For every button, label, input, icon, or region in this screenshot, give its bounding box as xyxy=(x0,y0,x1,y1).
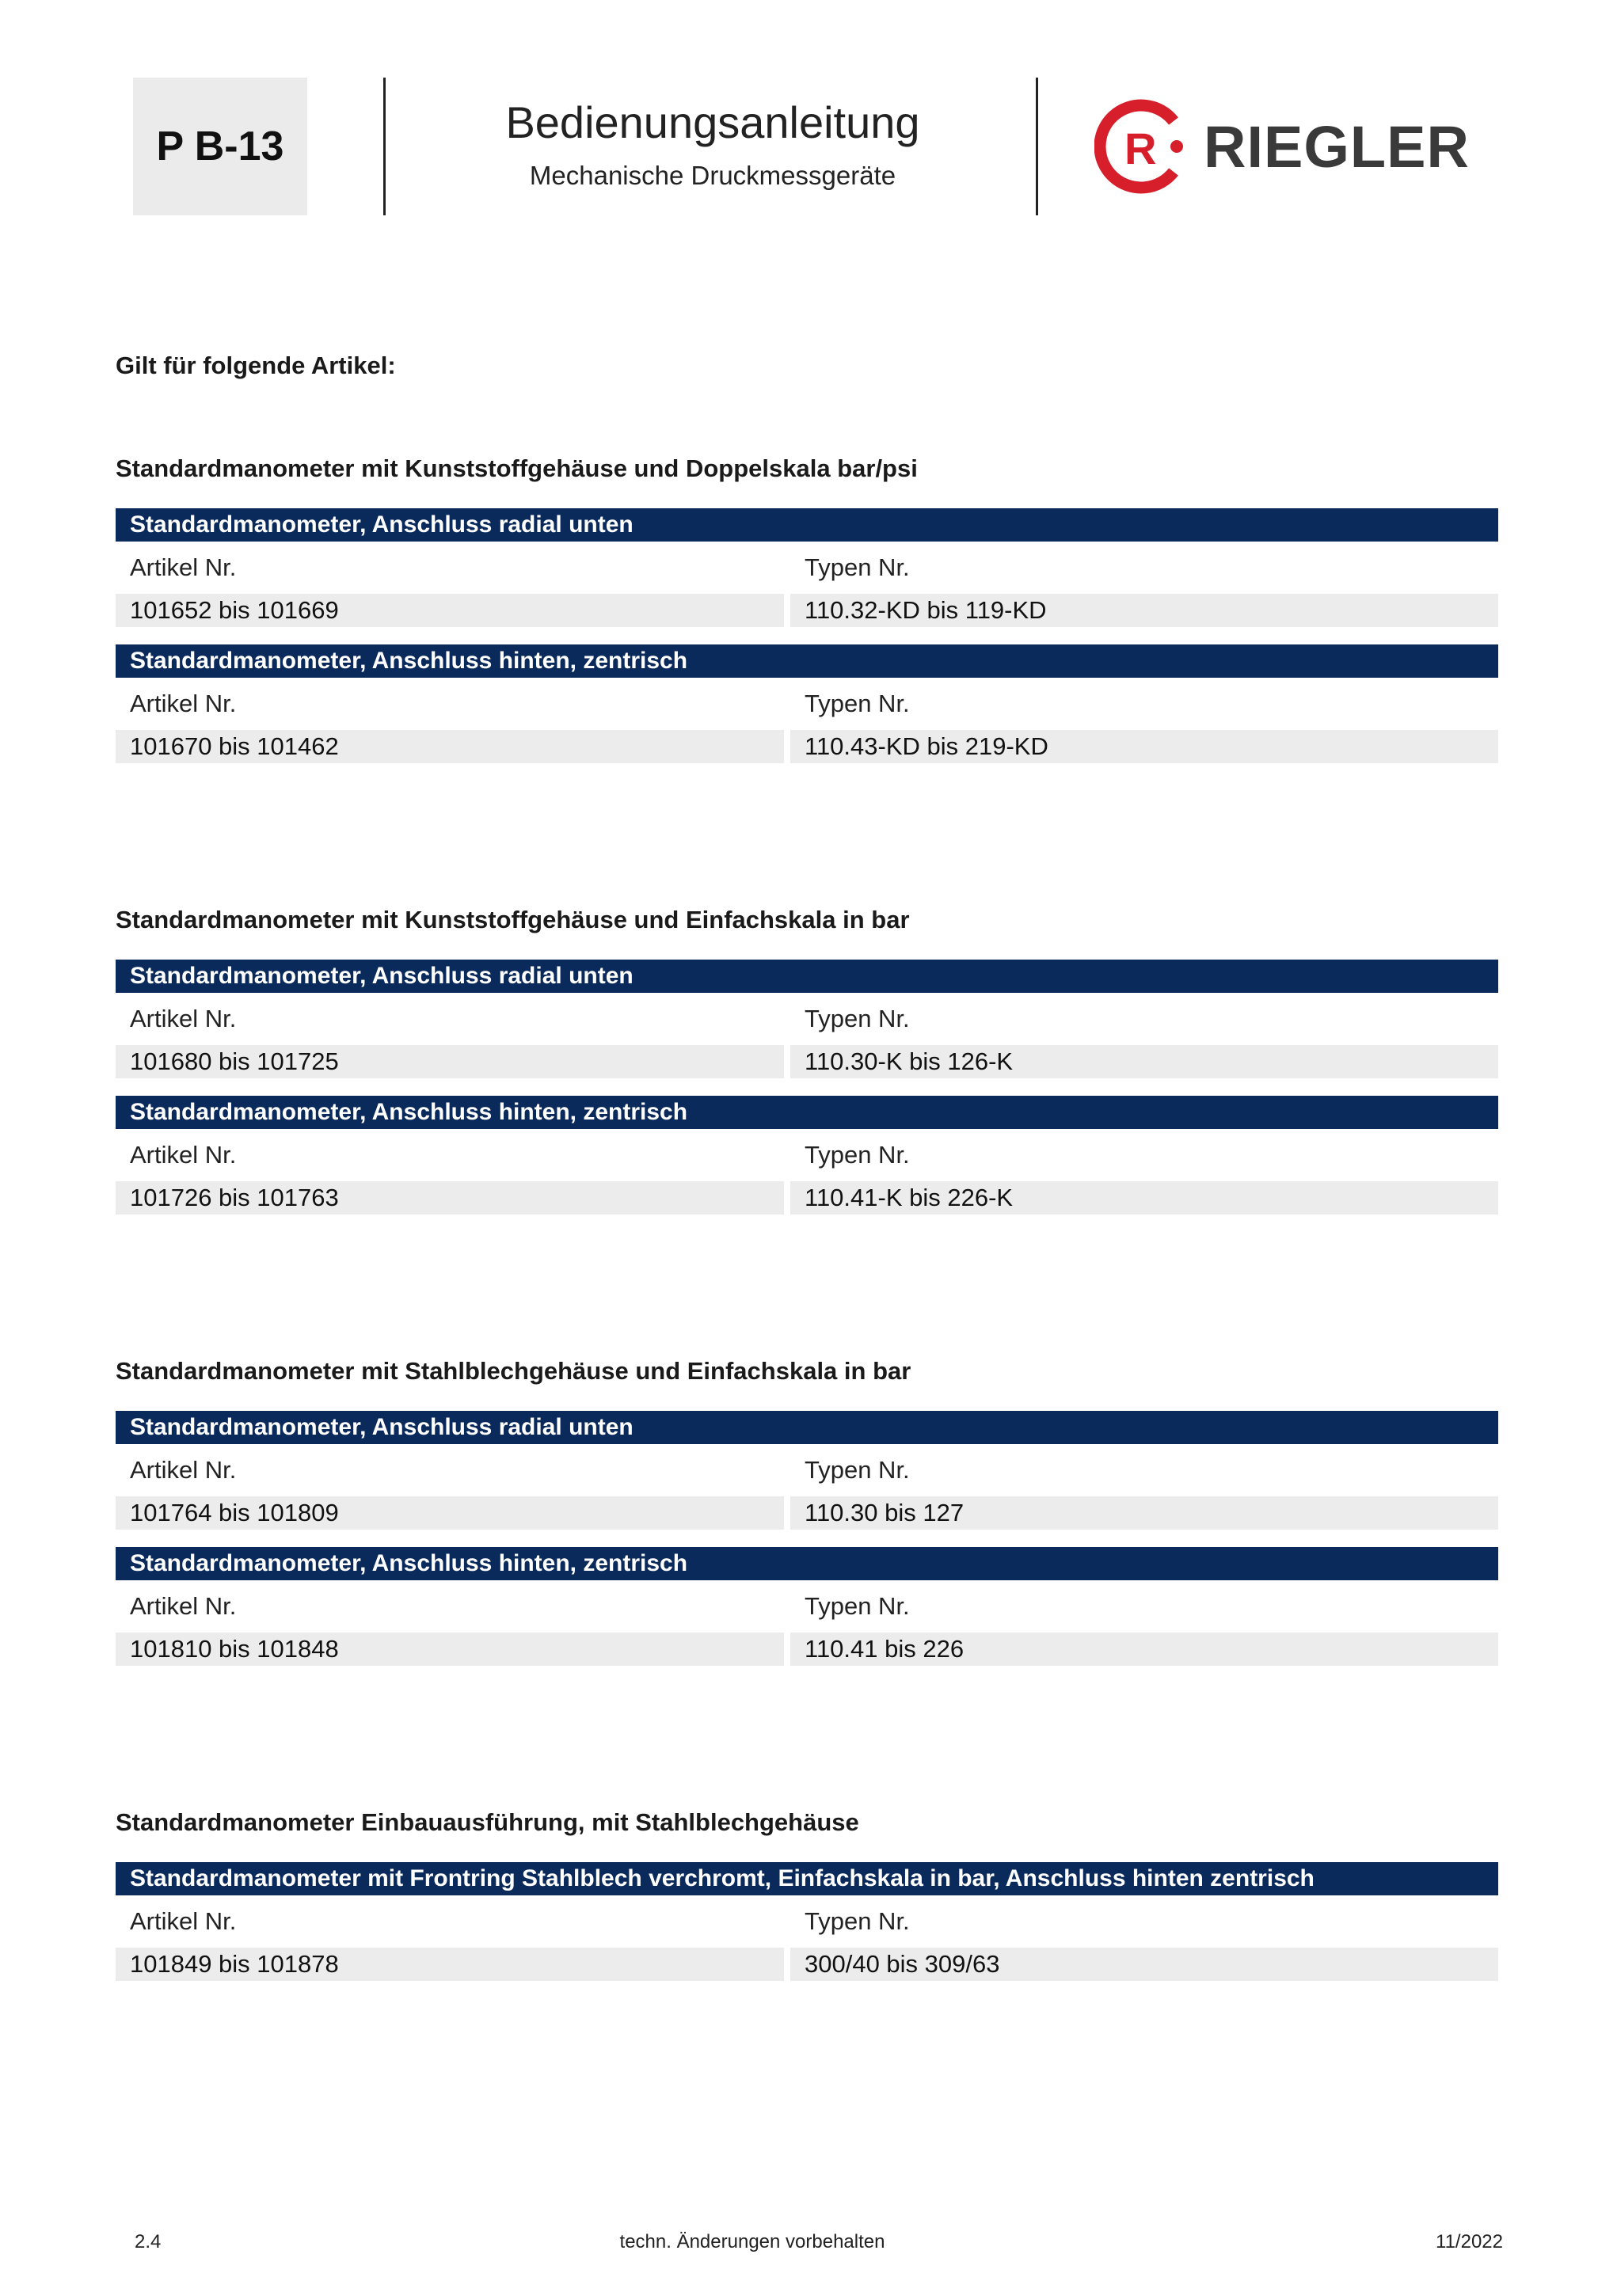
article-number-label: Artikel Nr. xyxy=(130,1005,237,1032)
footer-date: 11/2022 xyxy=(1436,2231,1503,2252)
article-table xyxy=(116,1547,1498,1666)
type-number-label: Typen Nr. xyxy=(805,553,910,581)
table-row xyxy=(116,594,1498,627)
svg-text:R: R xyxy=(1124,124,1157,173)
type-number-value: 110.32-KD bis 119-KD xyxy=(790,594,1498,627)
article-table xyxy=(116,508,1498,627)
table-header-row xyxy=(116,1129,1498,1181)
article-group xyxy=(116,1355,1498,1683)
article-number-value: 101670 bis 101462 xyxy=(116,730,784,763)
header-divider-right xyxy=(1036,78,1038,215)
table-title-bar: Standardmanometer, Anschluss hinten, zentrisch xyxy=(116,1096,1498,1129)
article-number-value: 101726 bis 101763 xyxy=(116,1181,784,1215)
article-group xyxy=(116,1807,1498,1998)
table-title-bar: Standardmanometer mit Frontring Stahlblech verchromt, Einfachskala in bar, Anschluss hinten zentrisch xyxy=(116,1862,1498,1895)
document-title: Bedienungsanleitung xyxy=(505,97,920,147)
table-title-bar: Standardmanometer, Anschluss hinten, zentrisch xyxy=(116,644,1498,678)
type-number-label: Typen Nr. xyxy=(805,690,910,717)
type-number-label: Typen Nr. xyxy=(805,1592,910,1620)
group-heading: Standardmanometer mit Kunststoffgehäuse und Doppelskala bar/psi xyxy=(116,454,918,482)
table-header-row xyxy=(116,993,1498,1045)
table-row xyxy=(116,1948,1498,1981)
table-title-bar: Standardmanometer, Anschluss hinten, zentrisch xyxy=(116,1547,1498,1580)
group-heading: Standardmanometer Einbauausführung, mit Stahlblechgehäuse xyxy=(116,1808,859,1836)
table-header-row xyxy=(116,542,1498,594)
type-number-value: 110.41-K bis 226-K xyxy=(790,1181,1498,1215)
article-group xyxy=(116,904,1498,1232)
article-table xyxy=(116,1096,1498,1215)
article-number-label: Artikel Nr. xyxy=(130,1456,237,1484)
article-table xyxy=(116,644,1498,763)
type-number-label: Typen Nr. xyxy=(805,1141,910,1169)
article-number-value: 101810 bis 101848 xyxy=(116,1633,784,1666)
type-number-label: Typen Nr. xyxy=(805,1005,910,1032)
article-number-label: Artikel Nr. xyxy=(130,1907,237,1935)
article-number-value: 101652 bis 101669 xyxy=(116,594,784,627)
type-number-value: 110.30-K bis 126-K xyxy=(790,1045,1498,1078)
footer-version: 2.4 xyxy=(135,2231,162,2252)
article-number-value: 101680 bis 101725 xyxy=(116,1045,784,1078)
article-table xyxy=(116,1411,1498,1530)
article-number-label: Artikel Nr. xyxy=(130,1141,237,1169)
article-table xyxy=(116,960,1498,1078)
group-heading: Standardmanometer mit Kunststoffgehäuse und Einfachskala in bar xyxy=(116,906,910,933)
article-number-label: Artikel Nr. xyxy=(130,690,237,717)
header-divider-left xyxy=(383,78,386,215)
table-title-bar: Standardmanometer, Anschluss radial unten xyxy=(116,960,1498,993)
article-number-label: Artikel Nr. xyxy=(130,1592,237,1620)
table-row xyxy=(116,1633,1498,1666)
table-title-bar: Standardmanometer, Anschluss radial unten xyxy=(116,508,1498,542)
table-header-row xyxy=(116,1895,1498,1948)
article-number-value: 101849 bis 101878 xyxy=(116,1948,784,1981)
type-number-label: Typen Nr. xyxy=(805,1907,910,1935)
footer-note: techn. Änderungen vorbehalten xyxy=(619,2231,885,2252)
table-title-bar: Standardmanometer, Anschluss radial unten xyxy=(116,1411,1498,1444)
table-header-row xyxy=(116,678,1498,730)
article-group xyxy=(116,453,1498,781)
applies-to-heading: Gilt für folgende Artikel: xyxy=(116,352,396,379)
type-number-value: 300/40 bis 309/63 xyxy=(790,1948,1498,1981)
type-number-value: 110.43-KD bis 219-KD xyxy=(790,730,1498,763)
riegler-logo xyxy=(1094,95,1470,198)
article-table xyxy=(116,1862,1498,1981)
table-row xyxy=(116,730,1498,763)
table-header-row xyxy=(116,1580,1498,1633)
article-number-label: Artikel Nr. xyxy=(130,553,237,581)
type-number-label: Typen Nr. xyxy=(805,1456,910,1484)
type-number-value: 110.41 bis 226 xyxy=(790,1633,1498,1666)
table-header-row xyxy=(116,1444,1498,1496)
table-row xyxy=(116,1496,1498,1530)
group-heading: Standardmanometer mit Stahlblechgehäuse und Einfachskala in bar xyxy=(116,1357,911,1385)
table-row xyxy=(116,1045,1498,1078)
riegler-logo-icon xyxy=(1094,97,1193,196)
document-code: P B-13 xyxy=(133,78,307,215)
article-number-value: 101764 bis 101809 xyxy=(116,1496,784,1530)
table-row xyxy=(116,1181,1498,1215)
logo-wordmark: RIEGLER xyxy=(1204,113,1470,180)
document-subtitle: Mechanische Druckmessgeräte xyxy=(529,161,896,190)
type-number-value: 110.30 bis 127 xyxy=(790,1496,1498,1530)
